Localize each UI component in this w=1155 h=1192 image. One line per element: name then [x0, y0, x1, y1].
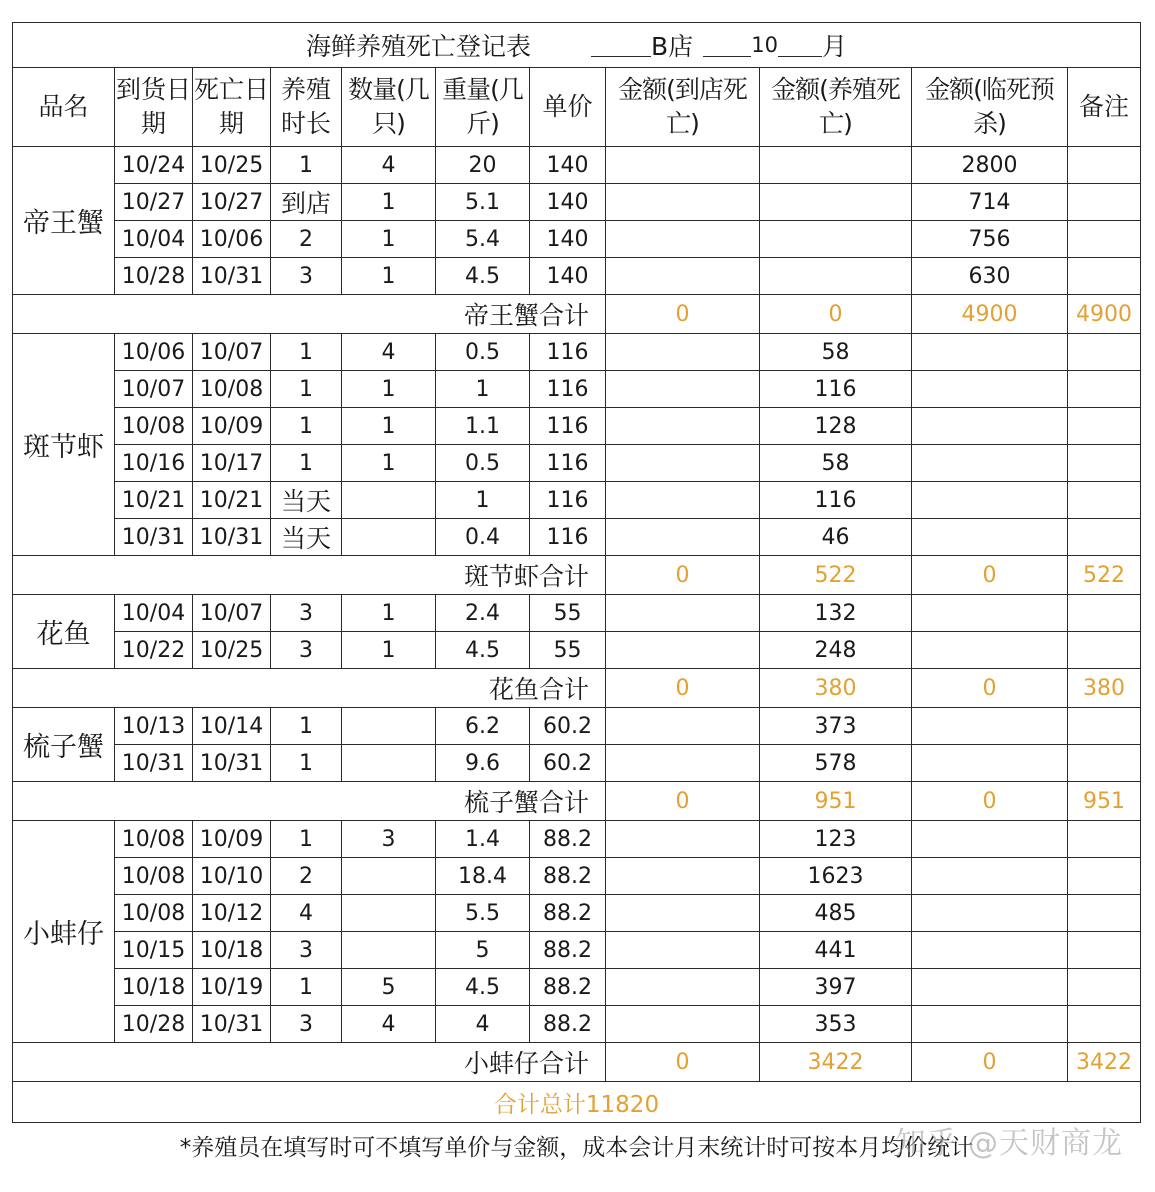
cell-amt-pre: 714: [912, 184, 1068, 221]
cell-duration: 1: [271, 745, 342, 782]
title-cell: [13, 23, 1141, 68]
cell-amt-farm: 58: [760, 445, 912, 482]
cell-duration: 1: [271, 408, 342, 445]
cell-duration: 3: [271, 258, 342, 295]
title-row: [13, 23, 1141, 68]
cell-amt-store: [606, 969, 760, 1006]
month-value: 10: [751, 33, 778, 57]
cell-qty: [342, 708, 436, 745]
subtotal-label: 小蚌仔合计: [13, 1043, 606, 1082]
cell-amt-farm: 128: [760, 408, 912, 445]
cell-qty: 3: [342, 821, 436, 858]
cell-amt-store: [606, 1006, 760, 1043]
cell-arrival: 10/08: [115, 895, 193, 932]
cell-arrival: 10/28: [115, 258, 193, 295]
header-amount-store: 金额(到店死亡): [606, 68, 760, 147]
cell-duration: 3: [271, 632, 342, 669]
cell-price: 140: [530, 147, 606, 184]
cell-amt-farm: 116: [760, 371, 912, 408]
cell-amt-pre: 2800: [912, 147, 1068, 184]
table-row: [13, 258, 1141, 295]
cell-remark: [1068, 1006, 1141, 1043]
cell-price: 116: [530, 519, 606, 556]
cell-arrival: 10/28: [115, 1006, 193, 1043]
cell-amt-store: [606, 745, 760, 782]
cell-amt-store: [606, 408, 760, 445]
grand-total-row: [13, 1082, 1141, 1123]
subtotal-farm: 380: [760, 669, 912, 708]
cell-weight: 9.6: [436, 745, 530, 782]
cell-duration: 3: [271, 932, 342, 969]
cell-amt-store: [606, 147, 760, 184]
cell-duration: 1: [271, 334, 342, 371]
cell-amt-pre: [912, 969, 1068, 1006]
store-blank[interactable]: [591, 34, 651, 57]
cell-arrival: 10/04: [115, 595, 193, 632]
table-row: [13, 821, 1141, 858]
cell-price: 140: [530, 258, 606, 295]
cell-duration: 当天: [271, 482, 342, 519]
cell-qty: [342, 895, 436, 932]
table-row: [13, 895, 1141, 932]
cell-arrival: 10/18: [115, 969, 193, 1006]
table-row: [13, 632, 1141, 669]
cell-qty: 4: [342, 147, 436, 184]
cell-amt-farm: 353: [760, 1006, 912, 1043]
cell-weight: 5.4: [436, 221, 530, 258]
cell-amt-store: [606, 895, 760, 932]
cell-weight: 2.4: [436, 595, 530, 632]
cell-qty: 5: [342, 969, 436, 1006]
cell-weight: 5.1: [436, 184, 530, 221]
cell-amt-store: [606, 708, 760, 745]
cell-duration: 1: [271, 708, 342, 745]
subtotal-farm: 3422: [760, 1043, 912, 1082]
cell-qty: 1: [342, 632, 436, 669]
cell-amt-farm: [760, 258, 912, 295]
subtotal-label: 斑节虾合计: [13, 556, 606, 595]
cell-remark: [1068, 895, 1141, 932]
cell-duration: 到店: [271, 184, 342, 221]
table-row: [13, 1006, 1141, 1043]
cell-amt-farm: [760, 147, 912, 184]
cell-duration: 2: [271, 221, 342, 258]
cell-price: 140: [530, 221, 606, 258]
cell-remark: [1068, 595, 1141, 632]
month-blank-left[interactable]: [703, 34, 751, 57]
cell-death: 10/27: [193, 184, 271, 221]
subtotal-label: 帝王蟹合计: [13, 295, 606, 334]
cell-remark: [1068, 969, 1141, 1006]
cell-arrival: 10/15: [115, 932, 193, 969]
cell-weight: 20: [436, 147, 530, 184]
cell-price: 60.2: [530, 745, 606, 782]
cell-arrival: 10/07: [115, 371, 193, 408]
cell-amt-pre: [912, 519, 1068, 556]
cell-qty: 4: [342, 334, 436, 371]
cell-death: 10/12: [193, 895, 271, 932]
subtotal-store: 0: [606, 782, 760, 821]
cell-death: 10/31: [193, 258, 271, 295]
cell-remark: [1068, 821, 1141, 858]
table-row: [13, 147, 1141, 184]
store-name: B店: [651, 32, 694, 61]
cell-death: 10/25: [193, 147, 271, 184]
cell-amt-store: [606, 445, 760, 482]
month-blank-right[interactable]: [778, 34, 822, 57]
cell-death: 10/06: [193, 221, 271, 258]
cell-duration: 3: [271, 595, 342, 632]
header-price: 单价: [530, 68, 606, 147]
cell-amt-farm: 373: [760, 708, 912, 745]
cell-amt-store: [606, 371, 760, 408]
cell-amt-farm: 578: [760, 745, 912, 782]
cell-arrival: 10/24: [115, 147, 193, 184]
cell-weight: 0.5: [436, 445, 530, 482]
cell-duration: 4: [271, 895, 342, 932]
cell-duration: 3: [271, 1006, 342, 1043]
cell-remark: [1068, 858, 1141, 895]
subtotal-row: [13, 782, 1141, 821]
cell-price: 140: [530, 184, 606, 221]
cell-qty: 4: [342, 1006, 436, 1043]
footnote: *养殖员在填写时可不填写单价与金额，成本会计月末统计时可按本月均价统计: [13, 1123, 1141, 1168]
cell-arrival: 10/04: [115, 221, 193, 258]
cell-death: 10/31: [193, 745, 271, 782]
cell-qty: 1: [342, 595, 436, 632]
cell-amt-farm: 132: [760, 595, 912, 632]
subtotal-farm: 951: [760, 782, 912, 821]
cell-amt-pre: [912, 595, 1068, 632]
subtotal-farm: 522: [760, 556, 912, 595]
cell-price: 116: [530, 371, 606, 408]
cell-price: 88.2: [530, 969, 606, 1006]
cell-amt-store: [606, 858, 760, 895]
cell-remark: [1068, 371, 1141, 408]
cell-death: 10/19: [193, 969, 271, 1006]
cell-arrival: 10/22: [115, 632, 193, 669]
cell-amt-farm: 485: [760, 895, 912, 932]
seafood-death-register-table: [12, 22, 1141, 1167]
cell-amt-farm: [760, 221, 912, 258]
cell-remark: [1068, 445, 1141, 482]
cell-qty: [342, 519, 436, 556]
cell-amt-pre: [912, 482, 1068, 519]
subtotal-farm: 0: [760, 295, 912, 334]
cell-death: 10/14: [193, 708, 271, 745]
cell-amt-store: [606, 221, 760, 258]
header-arrival: 到货日期: [115, 68, 193, 147]
product-name: 小蚌仔: [13, 821, 115, 1043]
subtotal-label: 花鱼合计: [13, 669, 606, 708]
cell-remark: [1068, 482, 1141, 519]
cell-amt-farm: 397: [760, 969, 912, 1006]
cell-weight: 4.5: [436, 632, 530, 669]
grand-total: 合计总计11820: [13, 1082, 1141, 1123]
cell-remark: [1068, 932, 1141, 969]
cell-qty: 1: [342, 258, 436, 295]
cell-remark: [1068, 745, 1141, 782]
cell-amt-pre: [912, 895, 1068, 932]
product-name: 斑节虾: [13, 334, 115, 556]
cell-death: 10/31: [193, 519, 271, 556]
cell-arrival: 10/08: [115, 858, 193, 895]
header-qty: 数量(几只): [342, 68, 436, 147]
subtotal-total: 380: [1068, 669, 1141, 708]
cell-duration: 1: [271, 969, 342, 1006]
cell-qty: 1: [342, 445, 436, 482]
cell-amt-pre: 630: [912, 258, 1068, 295]
subtotal-store: 0: [606, 295, 760, 334]
cell-death: 10/09: [193, 408, 271, 445]
table-row: [13, 519, 1141, 556]
header-remark: 备注: [1068, 68, 1141, 147]
subtotal-total: 3422: [1068, 1043, 1141, 1082]
cell-price: 55: [530, 595, 606, 632]
month-suffix: 月: [821, 32, 847, 61]
cell-amt-farm: 46: [760, 519, 912, 556]
cell-amt-farm: 58: [760, 334, 912, 371]
cell-death: 10/25: [193, 632, 271, 669]
cell-death: 10/18: [193, 932, 271, 969]
header-amount-pre: 金额(临死预杀): [912, 68, 1068, 147]
subtotal-pre: 0: [912, 556, 1068, 595]
subtotal-row: [13, 1043, 1141, 1082]
cell-amt-store: [606, 632, 760, 669]
cell-arrival: 10/08: [115, 821, 193, 858]
cell-amt-store: [606, 932, 760, 969]
header-duration: 养殖时长: [271, 68, 342, 147]
header-name: 品名: [13, 68, 115, 147]
cell-qty: [342, 482, 436, 519]
subtotal-store: 0: [606, 669, 760, 708]
subtotal-store: 0: [606, 1043, 760, 1082]
cell-duration: 1: [271, 821, 342, 858]
table-row: [13, 334, 1141, 371]
cell-arrival: 10/08: [115, 408, 193, 445]
cell-amt-pre: [912, 408, 1068, 445]
cell-amt-pre: [912, 858, 1068, 895]
cell-price: 88.2: [530, 821, 606, 858]
cell-qty: [342, 858, 436, 895]
cell-amt-store: [606, 482, 760, 519]
table-row: [13, 932, 1141, 969]
cell-death: 10/17: [193, 445, 271, 482]
header-amount-farm: 金额(养殖死亡): [760, 68, 912, 147]
cell-weight: 4.5: [436, 258, 530, 295]
cell-qty: 1: [342, 221, 436, 258]
cell-weight: 5: [436, 932, 530, 969]
table-row: [13, 184, 1141, 221]
cell-arrival: 10/06: [115, 334, 193, 371]
cell-remark: [1068, 632, 1141, 669]
subtotal-row: [13, 669, 1141, 708]
cell-amt-pre: [912, 445, 1068, 482]
cell-duration: 2: [271, 858, 342, 895]
cell-amt-store: [606, 184, 760, 221]
watermark: 知乎 @天财商龙: [895, 1126, 1123, 1161]
cell-amt-pre: [912, 1006, 1068, 1043]
subtotal-pre: 0: [912, 669, 1068, 708]
cell-qty: 1: [342, 184, 436, 221]
cell-amt-farm: 441: [760, 932, 912, 969]
cell-death: 10/09: [193, 821, 271, 858]
cell-price: 116: [530, 334, 606, 371]
subtotal-total: 951: [1068, 782, 1141, 821]
cell-arrival: 10/21: [115, 482, 193, 519]
product-name: 帝王蟹: [13, 147, 115, 295]
cell-amt-pre: [912, 821, 1068, 858]
cell-qty: 1: [342, 371, 436, 408]
cell-weight: 1.4: [436, 821, 530, 858]
subtotal-pre: 0: [912, 1043, 1068, 1082]
cell-price: 88.2: [530, 858, 606, 895]
subtotal-row: [13, 556, 1141, 595]
table-row: [13, 445, 1141, 482]
table-row: [13, 371, 1141, 408]
header-death: 死亡日期: [193, 68, 271, 147]
cell-weight: 4.5: [436, 969, 530, 1006]
table-row: [13, 595, 1141, 632]
subtotal-row: [13, 295, 1141, 334]
product-name: 花鱼: [13, 595, 115, 669]
cell-price: 88.2: [530, 1006, 606, 1043]
cell-amt-pre: 756: [912, 221, 1068, 258]
cell-arrival: 10/31: [115, 519, 193, 556]
cell-weight: 18.4: [436, 858, 530, 895]
cell-qty: 1: [342, 408, 436, 445]
cell-death: 10/07: [193, 595, 271, 632]
subtotal-store: 0: [606, 556, 760, 595]
table-row: [13, 969, 1141, 1006]
cell-duration: 1: [271, 371, 342, 408]
cell-price: 88.2: [530, 932, 606, 969]
cell-remark: [1068, 334, 1141, 371]
cell-weight: 5.5: [436, 895, 530, 932]
cell-amt-store: [606, 519, 760, 556]
cell-price: 60.2: [530, 708, 606, 745]
cell-duration: 当天: [271, 519, 342, 556]
cell-remark: [1068, 519, 1141, 556]
table-row: [13, 221, 1141, 258]
cell-arrival: 10/16: [115, 445, 193, 482]
subtotal-total: 522: [1068, 556, 1141, 595]
cell-arrival: 10/31: [115, 745, 193, 782]
subtotal-pre: 4900: [912, 295, 1068, 334]
cell-amt-farm: [760, 184, 912, 221]
cell-remark: [1068, 708, 1141, 745]
cell-death: 10/10: [193, 858, 271, 895]
subtotal-total: 4900: [1068, 295, 1141, 334]
header-row: [13, 68, 1141, 147]
cell-price: 88.2: [530, 895, 606, 932]
cell-amt-store: [606, 595, 760, 632]
cell-amt-farm: 248: [760, 632, 912, 669]
cell-qty: [342, 745, 436, 782]
cell-death: 10/07: [193, 334, 271, 371]
table-row: [13, 858, 1141, 895]
cell-amt-pre: [912, 632, 1068, 669]
cell-weight: 1.1: [436, 408, 530, 445]
cell-arrival: 10/27: [115, 184, 193, 221]
table-row: [13, 408, 1141, 445]
cell-remark: [1068, 258, 1141, 295]
cell-weight: 0.5: [436, 334, 530, 371]
cell-price: 116: [530, 482, 606, 519]
product-name: 梳子蟹: [13, 708, 115, 782]
header-weight: 重量(几斤): [436, 68, 530, 147]
table-row: [13, 482, 1141, 519]
cell-weight: 6.2: [436, 708, 530, 745]
cell-amt-pre: [912, 745, 1068, 782]
cell-amt-farm: 116: [760, 482, 912, 519]
cell-qty: [342, 932, 436, 969]
table-title: 海鲜养殖死亡登记表: [306, 32, 532, 61]
cell-weight: 1: [436, 371, 530, 408]
subtotal-label: 梳子蟹合计: [13, 782, 606, 821]
cell-duration: 1: [271, 445, 342, 482]
cell-amt-store: [606, 821, 760, 858]
cell-amt-farm: 123: [760, 821, 912, 858]
cell-amt-pre: [912, 371, 1068, 408]
cell-amt-pre: [912, 334, 1068, 371]
cell-remark: [1068, 184, 1141, 221]
cell-arrival: 10/13: [115, 708, 193, 745]
cell-amt-farm: 1623: [760, 858, 912, 895]
cell-amt-store: [606, 258, 760, 295]
cell-weight: 0.4: [436, 519, 530, 556]
table-row: [13, 745, 1141, 782]
cell-amt-pre: [912, 932, 1068, 969]
cell-death: 10/31: [193, 1006, 271, 1043]
cell-price: 116: [530, 445, 606, 482]
cell-price: 55: [530, 632, 606, 669]
cell-amt-store: [606, 334, 760, 371]
cell-weight: 4: [436, 1006, 530, 1043]
cell-price: 116: [530, 408, 606, 445]
cell-remark: [1068, 408, 1141, 445]
cell-death: 10/21: [193, 482, 271, 519]
cell-duration: 1: [271, 147, 342, 184]
subtotal-pre: 0: [912, 782, 1068, 821]
cell-remark: [1068, 221, 1141, 258]
cell-weight: 1: [436, 482, 530, 519]
table-row: [13, 708, 1141, 745]
cell-amt-pre: [912, 708, 1068, 745]
cell-death: 10/08: [193, 371, 271, 408]
cell-remark: [1068, 147, 1141, 184]
